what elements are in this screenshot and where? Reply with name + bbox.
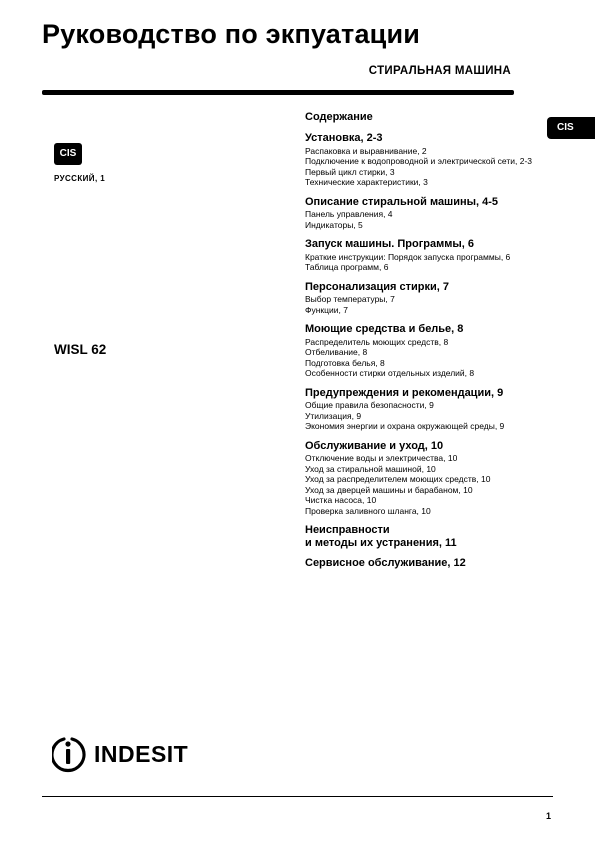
indesit-logo xyxy=(52,733,202,778)
toc-item[interactable]: Технические характеристики, 3 xyxy=(305,177,428,187)
toc-section-title[interactable]: Описание стиральной машины, 4-5 xyxy=(305,195,499,208)
toc-section-personalization xyxy=(305,282,545,316)
toc-section-title[interactable]: Установка, 2-3 xyxy=(305,132,383,144)
toc-item[interactable]: Краткие инструкции: Порядок запуска программы, 6 xyxy=(305,251,511,262)
toc-section-title[interactable]: Моющие средства и белье, 8 xyxy=(305,323,464,335)
toc-section-installation xyxy=(305,133,545,188)
toc-section-troubleshooting xyxy=(305,525,545,549)
toc-item[interactable]: Распаковка и выравнивание, 2 xyxy=(305,145,427,156)
toc-section-programs xyxy=(305,239,545,273)
document-subtitle: СТИРАЛЬНАЯ МАШИНА xyxy=(368,65,511,77)
toc-item[interactable]: Уход за стиральной машиной, 10 xyxy=(305,463,436,474)
toc-section-detergents xyxy=(305,324,545,379)
toc-item[interactable]: Первый цикл стирки, 3 xyxy=(305,166,395,177)
toc-item[interactable]: Функции, 7 xyxy=(305,304,348,315)
toc-section-maintenance xyxy=(305,441,545,517)
header-divider xyxy=(42,90,514,95)
language-link-russian[interactable]: РУССКИЙ, 1 xyxy=(54,174,106,183)
toc-item[interactable]: Особенности стирки отдельных изделий, 8 xyxy=(305,368,475,378)
toc-item[interactable]: Отключение воды и электричества, 10 xyxy=(305,453,458,463)
toc-item[interactable]: Уход за дверцей машины и барабаном, 10 xyxy=(305,484,473,495)
toc-section-title[interactable]: Запуск машины. Программы, 6 xyxy=(305,238,475,250)
toc-item[interactable]: Отбеливание, 8 xyxy=(305,347,368,357)
toc-section-warnings xyxy=(305,388,545,432)
toc-item[interactable]: Утилизация, 9 xyxy=(305,410,362,421)
toc-section-title[interactable]: Предупреждения и рекомендации, 9 xyxy=(305,386,504,399)
toc-item[interactable]: Чистка насоса, 10 xyxy=(305,495,377,505)
toc-section-title[interactable]: Сервисное обслуживание, 12 xyxy=(305,556,466,569)
region-side-tab: CIS xyxy=(547,117,595,139)
toc-item[interactable]: Общие правила безопасности, 9 xyxy=(305,400,434,410)
toc-section-title[interactable]: Обслуживание и уход, 10 xyxy=(305,439,444,452)
logo-wordmark: INDESIT xyxy=(94,741,189,767)
region-badge: CIS xyxy=(54,143,82,165)
toc-item[interactable]: Индикаторы, 5 xyxy=(305,219,363,230)
toc-section-service xyxy=(305,558,545,569)
toc-item[interactable]: Таблица программ, 6 xyxy=(305,262,389,272)
page-number: 1 xyxy=(546,811,552,821)
toc-section-description xyxy=(305,197,545,231)
toc-item[interactable]: Уход за распределителем моющих средств, 10 xyxy=(305,474,491,484)
toc-item[interactable]: Выбор температуры, 7 xyxy=(305,294,395,304)
footer-divider xyxy=(42,796,553,797)
toc-item[interactable]: Проверка заливного шланга, 10 xyxy=(305,505,431,516)
toc-item[interactable]: Подключение к водопроводной и электрической сети, 2-3 xyxy=(305,156,533,166)
toc-section-title-continued[interactable]: и методы их устранения, 11 xyxy=(305,536,457,549)
indesit-i-logo-icon xyxy=(52,733,202,773)
toc-item[interactable]: Экономия энергии и охрана окружающей среды, 9 xyxy=(305,421,505,431)
toc-item[interactable]: Распределитель моющих средств, 8 xyxy=(305,336,449,347)
toc-section-title[interactable]: Персонализация стирки, 7 xyxy=(305,280,450,293)
toc-heading: Содержание xyxy=(305,111,373,123)
model-name: WISL 62 xyxy=(54,342,107,357)
table-of-contents xyxy=(305,111,545,578)
toc-item[interactable]: Панель управления, 4 xyxy=(305,209,393,219)
toc-section-title[interactable]: Неисправности xyxy=(305,524,390,536)
toc-item[interactable]: Подготовка белья, 8 xyxy=(305,357,385,368)
page-title: Руководство по экпуатации xyxy=(42,19,421,49)
